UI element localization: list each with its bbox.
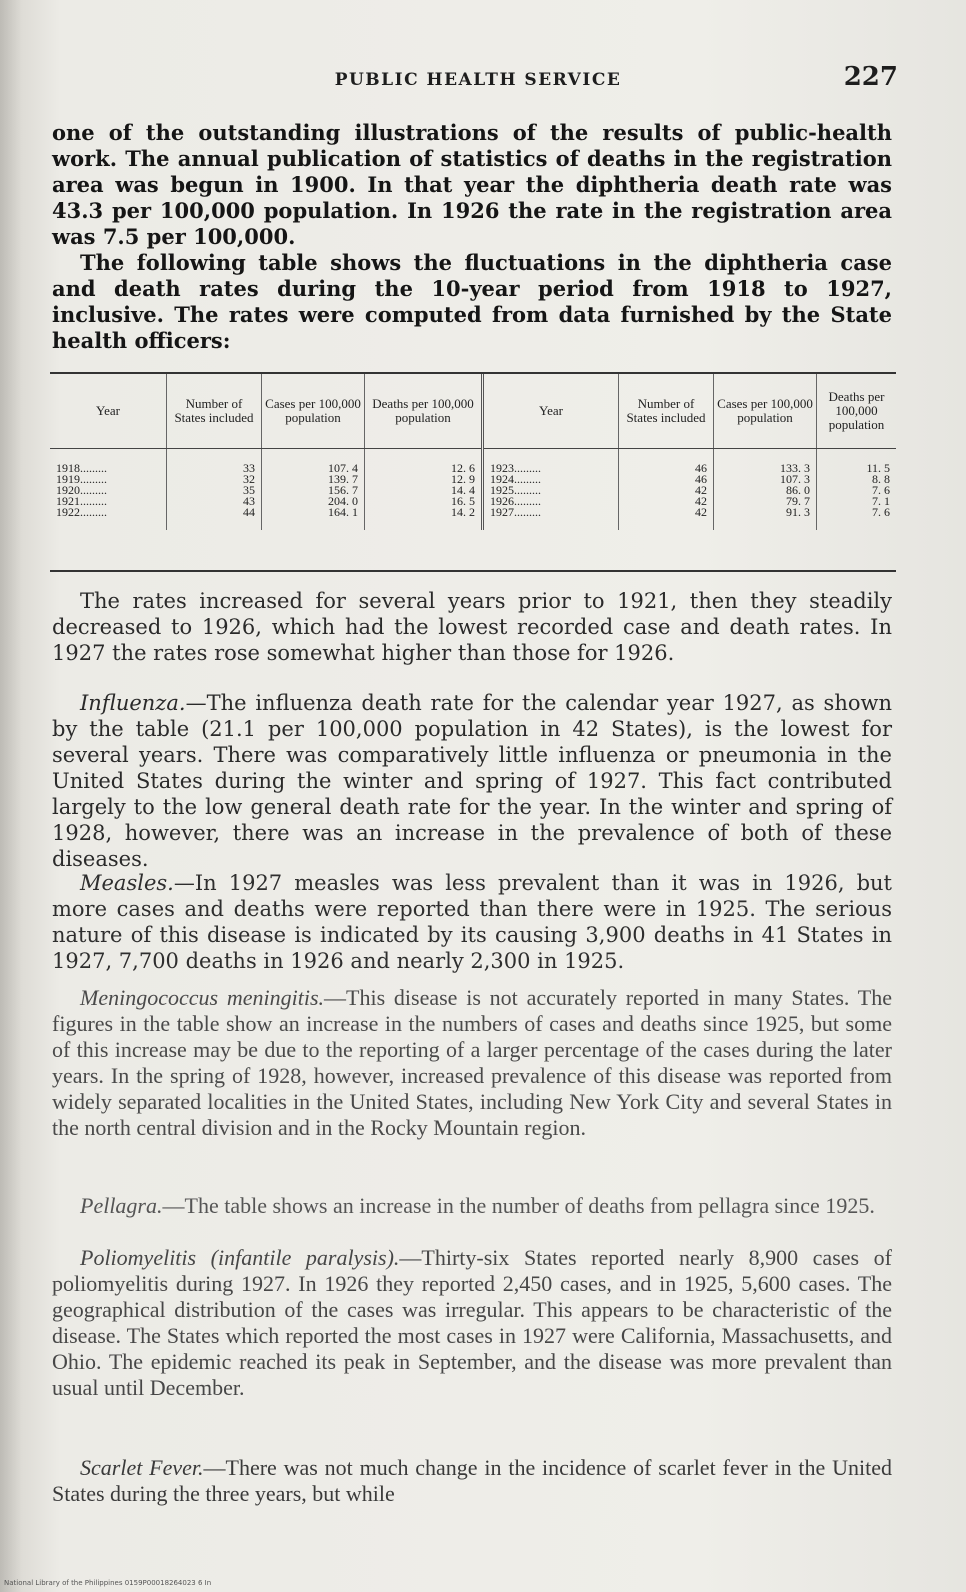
cell-deaths: 11. 5 <box>866 461 890 475</box>
cell-states: 43 <box>167 496 262 507</box>
col-header-deaths-right: Deaths per 100,000 population <box>817 374 897 449</box>
section-lead-measles: Measles. <box>80 871 174 895</box>
cell-cases: 204. 0 <box>262 496 365 507</box>
cell-cases: 91. 3 <box>714 507 817 530</box>
section-text-poliomyelitis: —Thirty-six States reported nearly 8,900 cases of poliomyelitis during 1927. In 1926 they reported 2,450 cases, and in 1925, 5,600 cases. The geographical distribution of the cases was irregular. This appears to be characteristic of the disease. The States which reported the most cases in 1927 were California, Massachusetts, and Ohio. The epidemic reached its peak in September, and the disease was more prevalent than usual until December. <box>52 1245 892 1400</box>
col-header-states-left: Number of States included <box>167 374 262 449</box>
section-text-measles: —In 1927 measles was less prevalent than it was in 1926, but more cases and deaths were reported than there were in 1925. The serious nature of this disease is indicated by its causing 3,900 deaths in 41 States in 1927, 7,700 deaths in 1926 and nearly 2,300 in 1925. <box>52 871 892 973</box>
section-text-influenza: —The influenza death rate for the calendar year 1927, as shown by the table (21.1 per 100,000 population in 42 States), is the lowest for several years. There was comparatively little influenza or pneumonia in the United States during the winter and spring of 1927. This fact contributed largely to the low general death rate for the year. In the winter and spring of 1928, however, there was an increase in the prevalence of both of these diseases. <box>52 691 892 871</box>
paragraph-pellagra <box>52 1193 892 1219</box>
cell-deaths: 14. 2 <box>365 507 483 530</box>
cell-year: 1919......... <box>50 474 167 485</box>
cell-deaths: 16. 5 <box>365 496 483 507</box>
cell-year: 1925......... <box>483 485 619 496</box>
paragraph-poliomyelitis <box>52 1245 892 1401</box>
cell-cases: 107. 4 <box>262 449 365 475</box>
library-stamp: National Library of the Philippines 0159P00018264023 6 In <box>4 1579 212 1587</box>
cell-cases: 164. 1 <box>262 507 365 530</box>
paragraph-meningitis <box>52 985 892 1141</box>
cell-states: 32 <box>167 474 262 485</box>
cell-cases: 107. 3 <box>714 474 817 485</box>
paragraph-following: The following table shows the fluctuations in the diphtheria case and death rates during the 10-year period from 1918 to 1927, inclusive. The rates were computed from data furnished by the State health officers: <box>52 250 892 353</box>
table-row <box>50 449 896 475</box>
paragraph-measles <box>52 870 892 974</box>
table-row <box>50 507 896 530</box>
cell-states: 42 <box>619 507 714 530</box>
diphtheria-table <box>50 372 896 572</box>
cell-states: 44 <box>167 507 262 530</box>
cell-year: 1927......... <box>483 507 619 530</box>
cell-states: 42 <box>619 485 714 496</box>
cell-deaths: 7. 1 <box>872 494 890 508</box>
cell-cases: 79. 7 <box>714 496 817 507</box>
cell-year: 1923......... <box>483 449 619 475</box>
cell-cases: 156. 7 <box>262 485 365 496</box>
cell-states: 35 <box>167 485 262 496</box>
paragraph-influenza <box>52 690 892 872</box>
cell-year: 1918......... <box>50 449 167 475</box>
running-title: PUBLIC HEALTH SERVICE <box>334 70 622 90</box>
cell-year: 1920......... <box>50 485 167 496</box>
cell-year: 1921......... <box>50 496 167 507</box>
paragraph-scarlet-fever <box>52 1455 892 1507</box>
section-lead-pellagra: Pellagra. <box>80 1193 163 1218</box>
col-header-year-left: Year <box>50 374 167 449</box>
cell-states: 42 <box>619 496 714 507</box>
col-header-cases-left: Cases per 100,000 population <box>262 374 365 449</box>
cell-deaths: 7. 6 <box>872 483 890 497</box>
cell-deaths: 8. 8 <box>872 472 890 486</box>
section-text-pellagra: —The table shows an increase in the number of deaths from pellagra since 1925. <box>162 1193 875 1218</box>
cell-year: 1924......... <box>483 474 619 485</box>
section-lead-scarlet-fever: Scarlet Fever. <box>80 1455 204 1480</box>
cell-year: 1922......... <box>50 507 167 530</box>
col-header-cases-right: Cases per 100,000 population <box>714 374 817 449</box>
cell-deaths: 12. 9 <box>365 474 483 485</box>
section-lead-meningitis: Meningococcus meningitis. <box>80 985 325 1010</box>
section-lead-influenza: Influenza. <box>80 691 186 715</box>
cell-states: 46 <box>619 449 714 475</box>
cell-deaths: 7. 6 <box>872 505 890 519</box>
cell-states: 33 <box>167 449 262 475</box>
cell-year: 1926......... <box>483 496 619 507</box>
cell-deaths: 12. 6 <box>365 449 483 475</box>
paragraph-intro: one of the outstanding illustrations of the results of public-health work. The annual publication of statistics of deaths in the registration area was begun in 1900. In that year the diphtheria death rate was 43.3 per 100,000 population. In 1926 the rate in the registration area was 7.5 per 100,000. <box>52 120 892 249</box>
table-header-row <box>50 374 896 449</box>
paragraph-rates: The rates increased for several years prior to 1921, then they steadily decreased to 1926, which had the lowest recorded case and death rates. In 1927 the rates rose somewhat higher than those for 1926. <box>52 589 892 665</box>
col-header-states-right: Number of States included <box>619 374 714 449</box>
cell-deaths: 14. 4 <box>365 485 483 496</box>
cell-cases: 139. 7 <box>262 474 365 485</box>
col-header-deaths-left: Deaths per 100,000 population <box>365 374 483 449</box>
col-header-year-right: Year <box>483 374 619 449</box>
section-text-meningitis: —This disease is not accurately reported in many States. The figures in the table show an increase in the numbers of cases and deaths since 1925, but some of this increase may be due to the reporting of a larger percentage of the cases during the later years. In the spring of 1928, however, increased prevalence of this disease was reported from widely separated localities in the United States, including New York City and several States in the north central division and in the Rocky Mountain region. <box>52 985 892 1140</box>
section-text-scarlet-fever: —There was not much change in the incidence of scarlet fever in the United States during the three years, but while <box>52 1455 893 1506</box>
cell-states: 46 <box>619 474 714 485</box>
section-lead-poliomyelitis: Poliomyelitis (infantile paralysis). <box>80 1245 400 1270</box>
cell-cases: 86. 0 <box>714 485 817 496</box>
page-number: 227 <box>843 62 898 92</box>
running-head <box>58 62 898 98</box>
cell-cases: 133. 3 <box>714 449 817 475</box>
